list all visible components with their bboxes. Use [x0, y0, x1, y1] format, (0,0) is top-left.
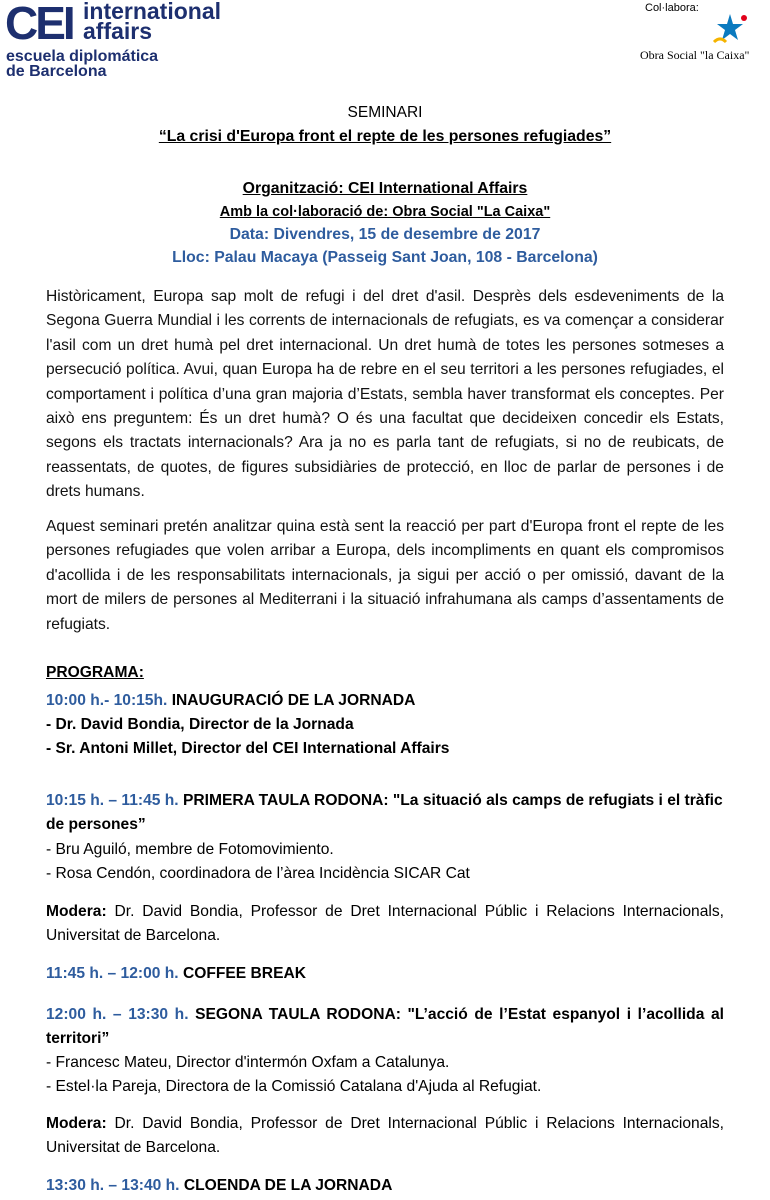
session-4-moderator-label: Modera:	[46, 1115, 107, 1132]
session-3-time: 11:45 h. – 12:00 h.	[46, 965, 179, 982]
session-3-heading	[46, 962, 724, 986]
intro-paragraph-1: Històricament, Europa sap molt de refugi i del dret d'asil. Desprès dels esdeveniments de la Segona Guerra Mundial i les corrents de internacionals de refugiats, es va començar a considerar l'asil com un dret humà pel dret internacional. Un dret humà de totes les persones sotmeses a persecució política. Avui, quan Europa ha de rebre en el seu territori a les persones refugiades, el comportament i política d’una gran majoria d’Estats, sembla haver transformat els conceptes. Per això ens preguntem: És un dret humà? O és una facultat que decideixen concedir els Estats, segons els tractats internacionals? Ara ja no es parla tant de refugiats, si no de reubicats, de reassentats, de quotes, de figures subsidiàries de protecció, en lloc de parlar de persones i de drets humans.	[46, 288, 724, 501]
session-5-time: 13:30 h. – 13:40 h.	[46, 1177, 180, 1194]
logo-mark: CEI	[5, 0, 73, 49]
organization: Organització: CEI International Affairs	[242, 180, 528, 197]
collaborator-block	[640, 0, 770, 70]
session-1-speaker-2: - Sr. Antoni Millet, Director del CEI International Affairs	[46, 740, 450, 757]
session-4-speaker-1: - Francesc Mateu, Director d'intermón Oxfam a Catalunya.	[46, 1054, 450, 1071]
seminar-kind: SEMINARI	[347, 104, 423, 121]
session-2-speaker-1: - Bru Aguiló, membre de Fotomovimiento.	[46, 841, 334, 858]
session-4-moderator-text: Dr. David Bondia, Professor de Dret Internacional Públic i Relacions Internacionals, Universitat de Barcelona.	[46, 1115, 724, 1156]
session-2-time: 10:15 h. – 11:45 h.	[46, 792, 179, 809]
logo-line-escuela: escuela diplomática	[6, 48, 159, 65]
event-place: Lloc: Palau Macaya (Passeig Sant Joan, 108 - Barcelona)	[172, 249, 598, 266]
session-4-speaker-2: - Estel·la Pareja, Directora de la Comissió Catalana d'Ajuda al Refugiat.	[46, 1078, 542, 1095]
session-4-time: 12:00 h. – 13:30 h.	[46, 1006, 189, 1023]
session-4-heading	[46, 1003, 724, 1051]
collab-label: Col·labora:	[645, 2, 699, 14]
cei-logo	[5, 0, 240, 80]
logo-line-international: international	[83, 0, 222, 24]
session-4-title: SEGONA TAULA RODONA: "L’acció de l’Estat espanyol i l’acollida al territori”	[46, 1006, 724, 1047]
session-3-title: COFFEE BREAK	[182, 965, 306, 982]
seminar-title: “La crisi d'Europa front el repte de les persones refugiades”	[158, 128, 612, 145]
session-5-heading	[46, 1174, 724, 1198]
session-2-title: PRIMERA TAULA RODONA: "La situació als camps de refugiats i el tràfic de persones”	[46, 792, 723, 833]
session-2-moderator-label: Modera:	[46, 903, 107, 920]
la-caixa-star-icon	[710, 12, 750, 48]
session-1-speaker-1: - Dr. David Bondia, Director de la Jornada	[46, 716, 354, 733]
logo-line-affairs: affairs	[83, 18, 153, 44]
event-date: Data: Divendres, 15 de desembre de 2017	[229, 226, 541, 243]
session-1-title: INAUGURACIÓ DE LA JORNADA	[171, 692, 416, 709]
session-2-speaker-2: - Rosa Cendón, coordinadora de l’àrea Incidència SICAR Cat	[46, 865, 470, 882]
logo-line-barcelona: de Barcelona	[6, 63, 107, 80]
session-5-title: CLOENDA DE LA JORNADA	[183, 1177, 393, 1194]
programa-heading: PROGRAMA:	[46, 664, 144, 681]
collaboration: Amb la col·laboració de: Obra Social "La Caixa"	[219, 204, 551, 220]
session-2-heading	[46, 789, 724, 837]
session-1-heading	[46, 689, 724, 713]
intro-paragraph-2: Aquest seminari pretén analitzar quina està sent la reacció per part d'Europa front el repte de les persones refugiades que volen arribar a Europa, dels incompliments en quant els compromisos d'acollida i de les responsabilitats internacionals, ja sigui per acció o per omissió, davant de la mort de milers de persones al Mediterrani i la situació infrahumana als camps d’assentaments de refugiats.	[46, 518, 724, 633]
session-1-time: 10:00 h.- 10:15h.	[46, 692, 168, 709]
session-2-moderator-text: Dr. David Bondia, Professor de Dret Internacional Públic i Relacions Internacionals, Universitat de Barcelona.	[46, 903, 724, 944]
session-2-moderator	[46, 900, 724, 948]
session-4-moderator	[46, 1112, 724, 1160]
collab-org: Obra Social "la Caixa"	[640, 48, 750, 62]
